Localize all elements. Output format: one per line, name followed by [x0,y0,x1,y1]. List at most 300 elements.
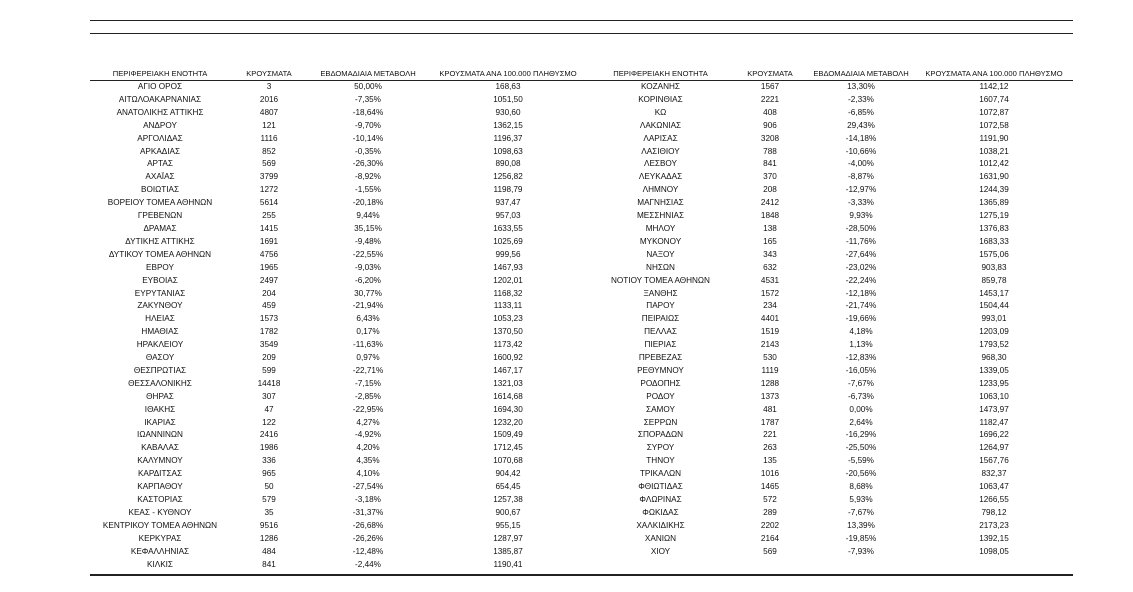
table-row [90,197,1073,210]
left-name-cell: ΘΕΣΠΡΩΤΙΑΣ [133,365,187,375]
left-cases-cell: 569 [262,159,276,169]
right-change-cell: -20,56% [845,469,877,479]
left-name-cell: ΔΥΤΙΚΟΥ ΤΟΜΕΑ ΑΘΗΝΩΝ [108,249,212,259]
table-row [90,391,1073,404]
left-rate-cell: 1173,42 [493,340,523,350]
right-change-cell: -19,66% [845,314,877,324]
left-change-cell: 35,15% [354,223,382,233]
left-rate-cell: 937,47 [495,198,521,208]
left-cases-cell: 209 [262,353,276,363]
right-name-cell: ΝΑΞΟΥ [646,249,675,259]
left-cases-cell: 2416 [259,430,279,440]
right-cases-cell: 208 [763,185,777,195]
table-row [90,158,1073,171]
right-rate-cell: 1339,05 [979,365,1009,375]
header-row [90,68,1073,81]
left-rate-cell: 654,45 [495,482,521,492]
right-rate-cell: 798,12 [981,507,1007,517]
left-rate-cell: 999,56 [495,249,521,259]
left-name-cell: ΗΜΑΘΙΑΣ [141,327,179,337]
right-change-cell: -4,00% [848,159,874,169]
right-change-cell: -16,29% [845,430,877,440]
right-rate-cell: 1453,17 [979,288,1009,298]
left-change-cell: 0,17% [356,327,380,337]
cases-table-container [90,68,1073,571]
right-cases-cell: 3208 [760,133,780,143]
left-change-cell: -9,70% [355,120,381,130]
left-name-cell: ΚΑΒΑΛΑΣ [141,443,179,453]
right-rate-cell: 1244,39 [979,185,1009,195]
left-cases-cell: 1415 [259,223,279,233]
left-name-cell: ΑΡΚΑΔΙΑΣ [139,146,181,156]
right-change-cell: -23,02% [845,262,877,272]
right-rate-cell: 1266,55 [979,495,1009,504]
right-cases-cell: 2164 [760,533,780,543]
right-cases-cell: 4531 [760,275,780,285]
left-rate-cell: 1232,20 [493,417,523,427]
right-change-cell: 13,39% [847,520,875,530]
left-cases-cell: 35 [264,507,274,517]
right-rate-cell: 1142,12 [979,82,1009,91]
right-rate-cell: 1191,90 [979,133,1009,143]
right-change-cell: 5,93% [849,495,873,504]
left-change-cell: -6,20% [355,275,381,285]
right-name-cell: ΛΕΥΚΑΔΑΣ [638,172,683,182]
left-name-cell: ΘΑΣΟΥ [145,353,175,363]
left-rate-cell: 1196,37 [493,133,523,143]
right-name-cell: ΤΗΝΟΥ [646,456,675,466]
left-cases-cell: 1986 [259,443,279,453]
right-name-cell: ΠΙΕΡΙΑΣ [644,340,677,350]
right-rate-cell: 1365,89 [979,198,1009,208]
right-rate-cell: 1392,15 [979,533,1009,543]
table-row [90,520,1073,533]
left-name-cell: ΚΑΡΠΑΘΟΥ [137,482,183,492]
right-rate-cell: 1012,42 [979,159,1009,169]
left-cases-cell: 5614 [259,198,279,208]
table-row [90,81,1073,94]
right-change-cell: -8,87% [848,172,874,182]
table-row [90,339,1073,352]
left-rate-cell: 957,03 [495,211,521,221]
left-cases-cell: 599 [262,365,276,375]
table-row [90,404,1073,417]
left-cases-cell: 122 [262,417,276,427]
left-name-cell: ΑΝΔΡΟΥ [143,120,177,130]
header-weekly-change-right: ΕΒΔΟΜΑΔΙΑΙΑ ΜΕΤΑΒΟΛΗ [807,68,915,81]
table-row [90,468,1073,481]
right-name-cell: ΛΑΣΙΘΙΟΥ [641,146,680,156]
header-cases-right: ΚΡΟΥΣΜΑΤΑ [733,68,807,81]
right-cases-cell: 2221 [760,94,780,104]
left-rate-cell: 1694,30 [493,404,523,414]
left-change-cell: -18,64% [352,107,384,117]
left-name-cell: ΖΑΚΥΝΘΟΥ [137,301,183,311]
right-cases-cell: 4401 [760,314,780,324]
right-cases-cell: 1465 [760,482,780,492]
left-cases-cell: 1782 [259,327,279,337]
top-rule [90,20,1073,21]
right-name-cell: ΛΕΣΒΟΥ [643,159,678,169]
right-change-cell: -12,18% [845,288,877,298]
table-row [90,559,1073,572]
table-row [90,455,1073,468]
right-rate-cell: 1607,74 [979,94,1009,104]
left-name-cell: ΚΑΣΤΟΡΙΑΣ [137,495,183,504]
right-rate-cell: 1631,90 [979,172,1009,182]
table-body [90,81,1073,572]
right-cases-cell: 1572 [760,288,780,298]
right-cases-cell: 221 [763,430,777,440]
right-name-cell: ΦΛΩΡΙΝΑΣ [639,495,682,504]
right-name-cell: ΣΠΟΡΑΔΩΝ [637,430,684,440]
right-cases-cell: 138 [763,223,777,233]
right-name-cell: ΡΕΘΥΜΝΟΥ [637,365,684,375]
right-name-cell: ΛΗΜΝΟΥ [642,185,679,195]
right-rate-cell: 1683,33 [979,236,1009,246]
right-rate-cell: 1264,97 [979,443,1009,453]
left-change-cell: -12,48% [352,546,384,556]
right-name-cell: ΠΡΕΒΕΖΑΣ [638,353,683,363]
left-change-cell: -11,63% [353,340,383,350]
table-row [90,378,1073,391]
right-rate-cell: 1567,76 [979,456,1009,466]
right-cases-cell: 2412 [760,198,780,208]
table-row [90,133,1073,146]
left-name-cell: ΕΥΒΟΙΑΣ [142,275,178,285]
left-change-cell: 50,00% [354,82,382,91]
left-rate-cell: 1287,97 [493,533,523,543]
left-cases-cell: 1573 [259,314,279,324]
right-name-cell: ΠΕΙΡΑΙΩΣ [641,314,680,324]
right-name-cell: ΣΑΜΟΥ [646,404,675,414]
left-change-cell: -8,92% [355,172,381,182]
right-change-cell: -3,33% [848,198,874,208]
right-name-cell: ΧΙΟΥ [650,546,671,556]
left-name-cell: ΓΡΕΒΕΝΩΝ [137,211,183,221]
left-name-cell: ΒΟΙΩΤΙΑΣ [140,185,180,195]
right-cases-cell: 1787 [760,417,780,427]
left-name-cell: ΕΥΡΥΤΑΝΙΑΣ [134,288,186,298]
right-change-cell: -7,67% [848,507,874,517]
left-change-cell: -26,30% [352,159,384,169]
right-rate-cell: 1072,87 [979,107,1009,117]
table-row [90,533,1073,546]
left-name-cell: ΙΩΑΝΝΙΝΩΝ [137,430,183,440]
left-rate-cell: 1370,50 [493,327,523,337]
left-rate-cell: 1168,32 [493,288,523,298]
right-empty-cell [807,559,915,572]
left-name-cell: ΑΙΤΩΛΟΑΚΑΡΝΑΝΙΑΣ [118,94,202,104]
top-rule-secondary [90,33,1073,34]
right-name-cell: ΧΑΛΚΙΔΙΚΗΣ [636,520,685,530]
left-name-cell: ΚΙΛΚΙΣ [146,559,173,569]
right-name-cell: ΤΡΙΚΑΛΩΝ [639,469,682,479]
right-change-cell: -10,66% [845,146,877,156]
left-change-cell: 30,77% [354,288,382,298]
table-row [90,429,1073,442]
table-row [90,300,1073,313]
left-change-cell: -26,26% [352,533,384,543]
header-region-right: ΠΕΡΙΦΕΡΕΙΑΚΗ ΕΝΟΤΗΤΑ [588,68,733,81]
table-row [90,481,1073,494]
right-change-cell: 13,30% [847,82,875,91]
right-cases-cell: 1848 [760,211,780,221]
right-change-cell: -12,97% [845,185,877,195]
right-change-cell: 8,68% [849,482,873,492]
right-name-cell: ΚΟΡΙΝΘΙΑΣ [638,94,683,104]
left-change-cell: 6,43% [356,314,380,324]
right-change-cell: -11,76% [846,236,876,246]
left-change-cell: -9,03% [355,262,381,272]
left-cases-cell: 9516 [259,520,279,530]
right-name-cell: ΛΑΡΙΣΑΣ [643,133,678,143]
left-cases-cell: 3549 [259,340,279,350]
right-rate-cell: 1376,83 [979,223,1009,233]
right-rate-cell: 2173,23 [979,520,1009,530]
right-change-cell: -7,93% [848,546,874,556]
right-empty-cell [588,559,733,572]
left-cases-cell: 579 [262,495,276,504]
left-name-cell: ΔΡΑΜΑΣ [143,223,177,233]
left-cases-cell: 14418 [257,378,281,388]
right-change-cell: -16,05% [845,365,877,375]
right-cases-cell: 2143 [760,340,780,350]
right-rate-cell: 1233,95 [979,378,1009,388]
right-change-cell: -21,74% [845,301,877,311]
left-rate-cell: 1257,38 [493,495,523,504]
right-rate-cell: 1203,09 [979,327,1009,337]
right-cases-cell: 1288 [760,378,780,388]
right-change-cell: -5,59% [848,456,874,466]
left-rate-cell: 890,08 [495,159,521,169]
right-change-cell: -25,50% [845,443,877,453]
right-cases-cell: 530 [763,353,777,363]
left-change-cell: -22,71% [352,365,384,375]
right-rate-cell: 1182,47 [979,417,1009,427]
left-name-cell: ΙΘΑΚΗΣ [144,404,176,414]
table-row [90,326,1073,339]
right-rate-cell: 968,30 [981,353,1007,363]
right-rate-cell: 1793,52 [979,340,1009,350]
left-cases-cell: 121 [262,120,276,130]
right-change-cell: 9,93% [849,211,873,221]
left-name-cell: ΚΕΝΤΡΙΚΟΥ ΤΟΜΕΑ ΑΘΗΝΩΝ [102,520,218,530]
table-row [90,249,1073,262]
left-change-cell: -0,35% [355,146,381,156]
left-rate-cell: 904,42 [495,469,521,479]
right-cases-cell: 370 [763,172,777,182]
right-cases-cell: 788 [763,146,777,156]
right-name-cell: ΦΘΙΩΤΙΔΑΣ [638,482,683,492]
left-name-cell: ΘΗΡΑΣ [146,391,174,401]
right-change-cell: 0,00% [849,404,873,414]
left-rate-cell: 955,15 [495,520,521,530]
right-cases-cell: 481 [763,404,777,414]
left-change-cell: 9,44% [356,211,380,221]
left-cases-cell: 1286 [259,533,279,543]
left-name-cell: ΒΟΡΕΙΟΥ ΤΟΜΕΑ ΑΘΗΝΩΝ [107,198,213,208]
left-cases-cell: 1965 [259,262,279,272]
right-name-cell: ΚΟΖΑΝΗΣ [641,82,680,91]
right-change-cell: -22,24% [845,275,877,285]
right-name-cell: ΜΑΓΝΗΣΙΑΣ [637,198,684,208]
left-cases-cell: 2016 [259,94,279,104]
left-cases-cell: 852 [262,146,276,156]
left-change-cell: 0,97% [356,353,380,363]
left-name-cell: ΑΧΑΪΑΣ [145,172,175,182]
left-rate-cell: 1198,79 [493,185,523,195]
table-row [90,442,1073,455]
right-change-cell: 4,18% [849,327,873,337]
left-rate-cell: 1070,68 [493,456,523,466]
right-name-cell: ΠΕΛΛΑΣ [644,327,677,337]
left-rate-cell: 1053,23 [493,314,523,324]
cases-table [90,68,1073,571]
right-change-cell: -6,73% [848,391,874,401]
table-row [90,546,1073,559]
right-rate-cell: 1473,97 [979,404,1009,414]
right-rate-cell: 832,37 [981,469,1007,479]
table-row [90,275,1073,288]
right-change-cell: -6,85% [848,107,874,117]
left-rate-cell: 1614,68 [493,391,523,401]
table-row [90,507,1073,520]
right-rate-cell: 1098,05 [979,546,1009,556]
left-rate-cell: 1600,92 [493,353,523,363]
right-cases-cell: 343 [763,249,777,259]
left-rate-cell: 1202,01 [493,275,523,285]
left-name-cell: ΘΕΣΣΑΛΟΝΙΚΗΣ [128,378,192,388]
left-cases-cell: 255 [262,211,276,221]
right-change-cell: -2,33% [848,94,874,104]
header-cases-left: ΚΡΟΥΣΜΑΤΑ [230,68,308,81]
right-cases-cell: 1567 [760,82,780,91]
right-cases-cell: 135 [763,456,777,466]
left-change-cell: -3,18% [355,495,381,504]
left-cases-cell: 4807 [259,107,279,117]
left-cases-cell: 50 [264,482,274,492]
left-name-cell: ΙΚΑΡΙΑΣ [144,417,176,427]
left-change-cell: 4,10% [356,469,380,479]
left-cases-cell: 841 [262,559,276,569]
left-change-cell: -7,35% [355,94,381,104]
left-change-cell: -10,14% [352,133,384,143]
right-change-cell: -14,18% [845,133,877,143]
left-rate-cell: 900,67 [495,507,521,517]
right-cases-cell: 632 [763,262,777,272]
table-row [90,494,1073,507]
left-name-cell: ΑΝΑΤΟΛΙΚΗΣ ΑΤΤΙΚΗΣ [116,107,204,117]
right-name-cell: ΡΟΔΟΠΗΣ [640,378,681,388]
right-name-cell: ΜΕΣΣΗΝΙΑΣ [636,211,685,221]
right-rate-cell: 1696,22 [979,430,1009,440]
right-name-cell: ΝΟΤΙΟΥ ΤΟΜΕΑ ΑΘΗΝΩΝ [611,275,710,285]
right-cases-cell: 289 [763,507,777,517]
left-change-cell: -9,48% [355,236,381,246]
left-name-cell: ΑΡΓΟΛΙΔΑΣ [137,133,183,143]
left-change-cell: 4,27% [356,417,380,427]
right-cases-cell: 408 [763,107,777,117]
right-name-cell: ΜΥΚΟΝΟΥ [639,236,682,246]
left-rate-cell: 930,60 [495,107,521,117]
table-row [90,223,1073,236]
left-change-cell: 4,20% [356,443,380,453]
right-cases-cell: 234 [763,301,777,311]
table-row [90,313,1073,326]
left-name-cell: ΗΛΕΙΑΣ [145,314,175,324]
right-rate-cell: 1063,47 [979,482,1009,492]
right-change-cell: 29,43% [847,120,875,130]
left-name-cell: ΑΡΤΑΣ [147,159,173,169]
right-change-cell: 2,64% [849,417,873,427]
left-rate-cell: 1467,93 [493,262,523,272]
right-rate-cell: 903,83 [981,262,1007,272]
right-name-cell: ΣΕΡΡΩΝ [643,417,678,427]
left-rate-cell: 1098,63 [493,146,523,156]
right-rate-cell: 993,01 [981,314,1007,324]
left-rate-cell: 1133,11 [493,301,523,311]
left-cases-cell: 965 [262,469,276,479]
table-row [90,120,1073,133]
left-rate-cell: 1051,50 [493,94,523,104]
left-cases-cell: 336 [262,456,276,466]
right-rate-cell: 1275,19 [979,211,1009,221]
left-change-cell: -22,95% [352,404,384,414]
right-cases-cell: 1119 [761,365,779,375]
left-change-cell: -26,68% [352,520,384,530]
left-rate-cell: 1467,17 [493,365,523,375]
left-rate-cell: 1509,49 [493,430,523,440]
right-name-cell: ΡΟΔΟΥ [646,391,675,401]
right-empty-cell [915,559,1073,572]
right-name-cell: ΞΑΝΘΗΣ [643,288,678,298]
header-per-100k-right: ΚΡΟΥΣΜΑΤΑ ΑΝΑ 100.000 ΠΛΗΘΥΣΜΟ [915,68,1073,81]
right-cases-cell: 1519 [760,327,780,337]
right-change-cell: -28,50% [845,223,877,233]
left-change-cell: -22,55% [352,249,384,259]
left-change-cell: -27,54% [352,482,384,492]
right-change-cell: 1,13% [849,340,873,350]
right-rate-cell: 1504,44 [979,301,1009,311]
left-cases-cell: 3799 [259,172,279,182]
left-cases-cell: 2497 [259,275,279,285]
left-name-cell: ΚΕΦΑΛΛΗΝΙΑΣ [130,546,190,556]
left-change-cell: -21,94% [352,301,384,311]
right-name-cell: ΝΗΣΩΝ [646,262,675,272]
header-region-left: ΠΕΡΙΦΕΡΕΙΑΚΗ ΕΝΟΤΗΤΑ [90,68,230,81]
right-cases-cell: 1373 [760,391,780,401]
left-rate-cell: 1190,41 [493,559,523,569]
right-cases-cell: 263 [763,443,777,453]
left-name-cell: ΚΑΡΔΙΤΣΑΣ [137,469,183,479]
table-row [90,262,1073,275]
table-row [90,107,1073,120]
right-change-cell: -7,67% [848,378,874,388]
table-row [90,171,1073,184]
left-change-cell: -7,15% [355,378,381,388]
left-rate-cell: 1256,82 [493,172,523,182]
right-name-cell: ΧΑΝΙΩΝ [644,533,677,543]
right-empty-cell [733,559,807,572]
left-cases-cell: 1116 [260,133,278,143]
left-name-cell: ΕΒΡΟΥ [146,262,174,272]
table-row [90,184,1073,197]
bottom-rule [90,574,1073,576]
right-rate-cell: 1063,10 [979,391,1009,401]
right-name-cell: ΜΗΛΟΥ [645,223,676,233]
left-name-cell: ΔΥΤΙΚΗΣ ΑΤΤΙΚΗΣ [125,236,195,246]
